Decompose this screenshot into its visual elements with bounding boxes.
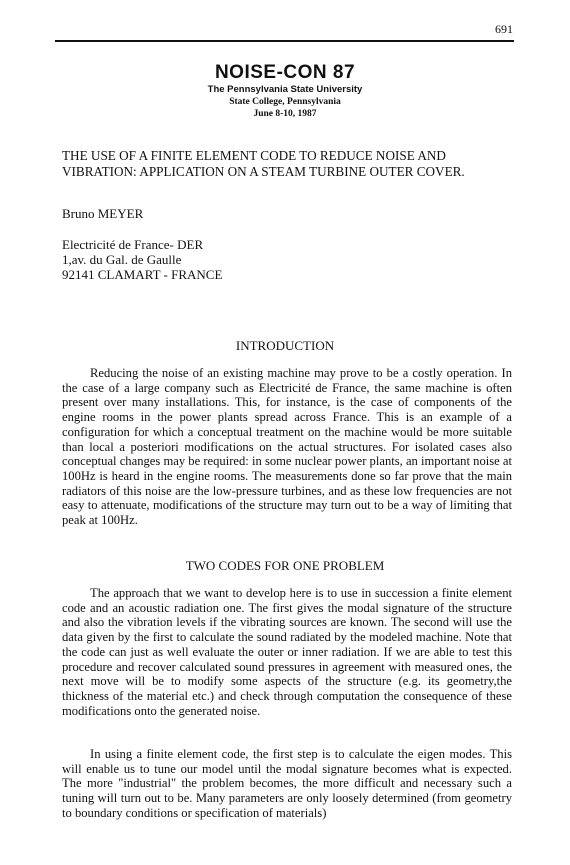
conference-header xyxy=(0,62,570,120)
affiliation-line: 1,av. du Gal. de Gaulle xyxy=(62,252,182,267)
two-codes-paragraph-2: In using a finite element code, the first step is to calculate the eigen modes. This will enable us to tune our model until the modal signature becomes what is expected. The more "industrial" the problem becomes, the more difficult and necessary such a tuning will turn out to be. Many parameters are only loosely determined (from geometry to boundary conditions or specification of materials) xyxy=(62,747,512,820)
author-affiliation xyxy=(62,237,222,282)
conference-dates: June 8-10, 1987 xyxy=(253,109,317,119)
affiliation-line: Electricité de France- DER xyxy=(62,237,204,252)
paper-title: THE USE OF A FINITE ELEMENT CODE TO REDUCE NOISE AND VIBRATION: APPLICATION ON A STEAM TURBINE OUTER COVER. xyxy=(62,148,465,179)
conference-name: NOISE-CON 87 xyxy=(214,62,356,83)
introduction-paragraph: Reducing the noise of an existing machine may prove to be a costly operation. In the case of a large company such as Electricité de France, the same machine is often present over many installations. This, for instance, is the case of components of the engine rooms in the power plants spread across France. This is an example of a configuration for which a conceptual treatment on the machine would be more suitable than local a posteriori modifications on the actual structures. For isolated cases also conceptual changes may be required: in some nuclear power plants, an important noise at 100Hz is heard in the engine rooms. The measurements done so far prove that the main radiators of this noise are the low-pressure turbines, and as these low frequencies are not easy to attenuate, modifications of the structure may turn out to be a way of limiting that peak at 100Hz. xyxy=(62,366,512,528)
header-rule xyxy=(55,40,514,42)
author-name: Bruno MEYER xyxy=(62,206,144,221)
conference-location: State College, Pennsylvania xyxy=(229,97,341,107)
two-codes-paragraph-1: The approach that we want to develop here is to use in succession a finite element code and an acoustic radiation one. The first gives the modal signature of the structure and also the vibration levels if the vibrating sources are known. The second will use the data given by the first to calculate the sound radiated by the modeled machine. Note that the code can just as well evaluate the outer or inner radiation. If we are able to test this procedure and recover calculated sound pressures in agreement with measured ones, the next move will be to modify some aspects of the structure (e.g. its geometry,the thickness of the material etc.) and check through computation the consequence of these modifications onto the generated noise. xyxy=(62,586,512,718)
page-number: 691 xyxy=(495,22,513,36)
conference-university: The Pennsylvania State University xyxy=(207,84,363,95)
affiliation-line: 92141 CLAMART - FRANCE xyxy=(62,267,223,282)
section-heading-introduction: INTRODUCTION xyxy=(235,338,335,353)
section-heading-two-codes: TWO CODES FOR ONE PROBLEM xyxy=(185,558,385,573)
